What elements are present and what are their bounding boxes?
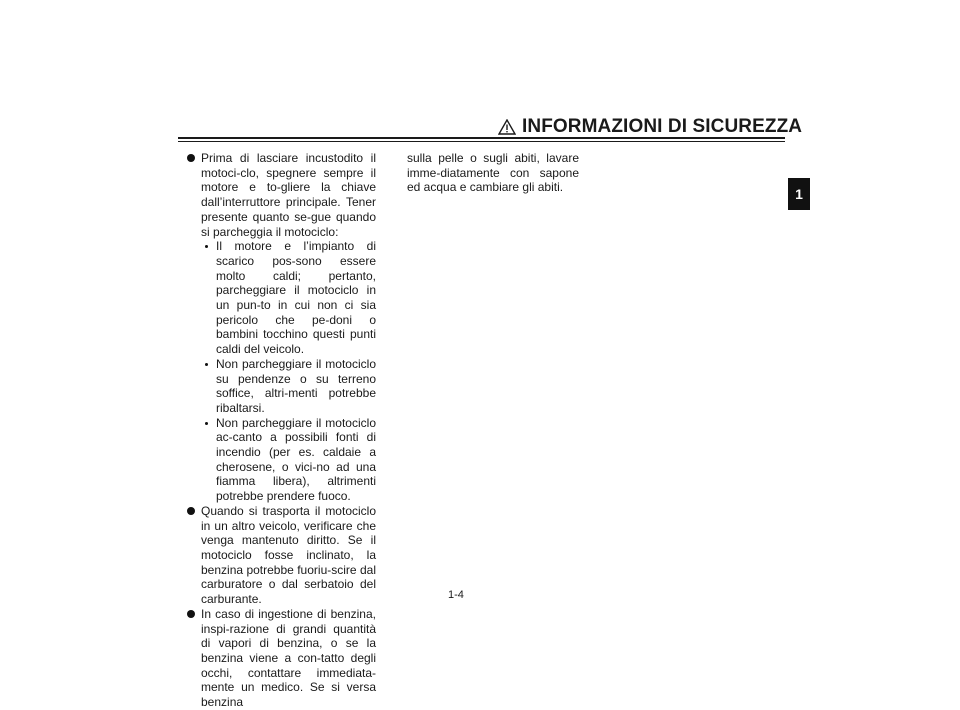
bullet-text: Quando si trasporta il motociclo in un altro veicolo, verificare che venga mantenuto diritto. Se il motociclo fosse inclinato, la benzina potrebbe fuoriu-scire dal carburatore o dal serbatoio del carburante. (201, 503, 376, 607)
bullet-dot-icon (187, 610, 195, 618)
bullet-text: In caso di ingestione di benzina, inspi-razione di grandi quantità di vapori di benzina, o se la benzina viene a con-tatto degli occhi, contattare immediata-mente un medico. Se si versa benzina (201, 606, 376, 710)
sub-bullet-dot-icon (205, 245, 208, 248)
sub-bullet-text: Non parcheggiare il motociclo ac-canto a possibili fonti di incendio (per es. caldaie a cherosene, o vici-no ad una fiamma libera), altrimenti potrebbe prendere fuoco. (216, 415, 376, 504)
sub-bullet-item (201, 416, 376, 504)
sub-bullet-dot-icon (205, 422, 208, 425)
bullet-item (186, 607, 376, 710)
warning-triangle-icon (498, 119, 516, 135)
chapter-tab: 1 (788, 178, 810, 210)
sub-bullet-text: Il motore e l’impianto di scarico pos-sono essere molto caldi; pertanto, parcheggiare il motociclo in un pun-to in cui non ci sia pericolo che pe-doni o bambini tocchino questi punti caldi del veicolo. (216, 239, 376, 357)
sub-bullet-item (201, 357, 376, 416)
bullet-dot-icon (187, 507, 195, 515)
sub-bullet-dot-icon (205, 363, 208, 366)
page-number: 1-4 (448, 589, 464, 601)
sub-bullet-text: Non parcheggiare il motociclo su pendenze o su terreno soffice, altri-menti potrebbe ribaltarsi. (216, 356, 376, 415)
header-rule-thin (178, 141, 785, 142)
header-rule-thick (178, 137, 785, 139)
section-header (498, 116, 802, 138)
sub-bullet-item (201, 239, 376, 357)
text-column-right (407, 151, 579, 195)
bullet-text: Prima di lasciare incustodito il motoci-clo, spegnere sempre il motore e to-gliere la chiave dall’interruttore principale. Tener presente quanto se-gue quando si parcheggia il motociclo: (201, 151, 376, 239)
continued-text: sulla pelle o sugli abiti, lavare imme-diatamente con sapone ed acqua e cambiare gli abiti. (407, 151, 579, 195)
section-title: INFORMAZIONI DI SICUREZZA (522, 116, 803, 137)
text-column-left (186, 151, 376, 710)
bullet-item (186, 151, 376, 239)
bullet-item (186, 504, 376, 607)
bullet-dot-icon (187, 154, 195, 162)
